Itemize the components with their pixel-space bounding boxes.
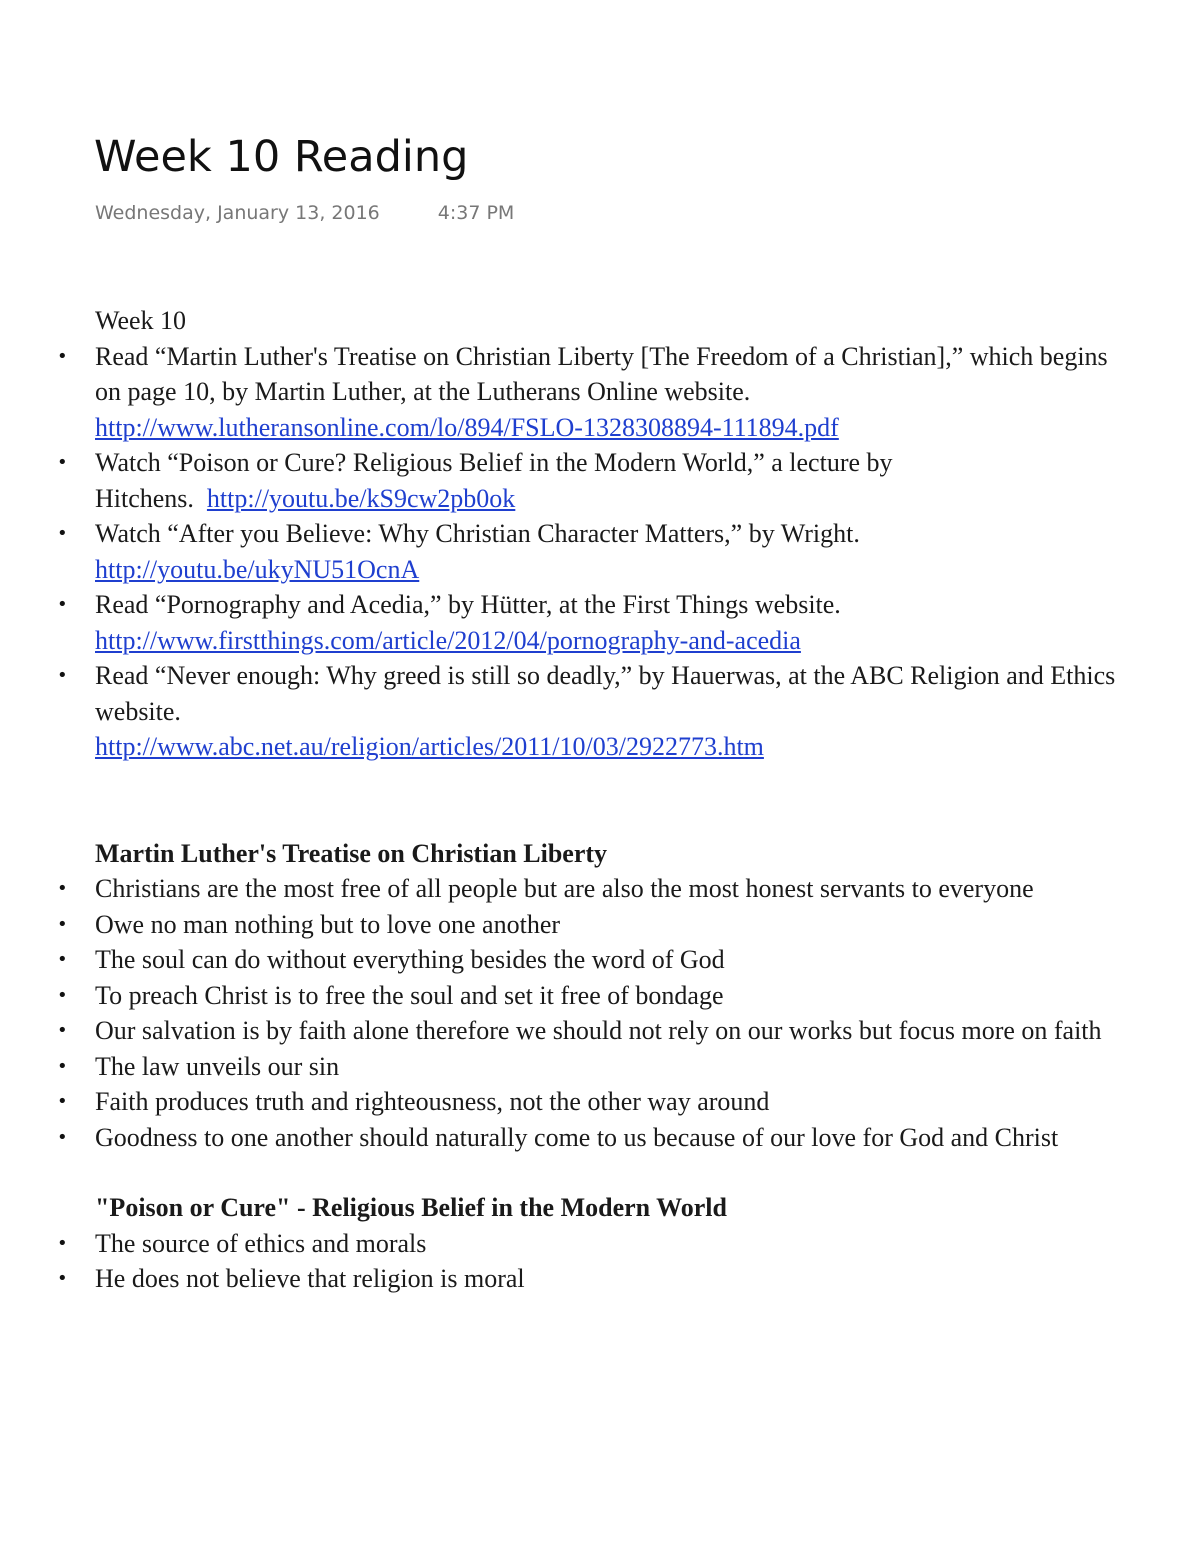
reading-link[interactable]: http://youtu.be/ukyNU51OcnA xyxy=(95,554,420,584)
reading-link[interactable]: http://www.lutheransonline.com/lo/894/FSLO-1328308894-111894.pdf xyxy=(95,412,839,442)
reading-item xyxy=(57,587,1135,658)
reading-item-text: Read “Pornography and Acedia,” by Hütter, at the First Things website. xyxy=(95,590,841,619)
bullet-icon: • xyxy=(57,594,68,615)
list-item xyxy=(57,1120,1135,1156)
list-item-text: The law unveils our sin xyxy=(95,1051,340,1081)
list-item xyxy=(57,1049,1135,1085)
reading-item-text: Read “Martin Luther's Treatise on Christian Liberty [The Freedom of a Christian],” which begins on page 10, by Martin Luther, at the Lutherans Online website. xyxy=(95,341,1108,406)
page-title: Week 10 Reading xyxy=(94,132,469,182)
note-body xyxy=(57,303,1135,1297)
note-timestamp xyxy=(95,202,514,224)
reading-link[interactable]: http://www.abc.net.au/religion/articles/2011/10/03/2922773.htm xyxy=(95,732,764,761)
spacer xyxy=(95,765,1135,836)
list-item xyxy=(57,1226,1135,1262)
reading-link[interactable]: http://youtu.be/kS9cw2pb0ok xyxy=(206,483,516,513)
reading-item-text: Read “Never enough: Why greed is still so deadly,” by Hauerwas, at the ABC Religion and Ethics website. xyxy=(95,661,1116,726)
poison-notes-list xyxy=(57,1226,1135,1297)
reading-item xyxy=(57,516,1135,587)
list-item xyxy=(57,1261,1135,1297)
list-item xyxy=(57,1084,1135,1120)
list-item-text: Our salvation is by faith alone therefore we should not rely on our works but focus more on faith xyxy=(95,1016,1102,1045)
bullet-icon: • xyxy=(57,913,68,935)
spacer xyxy=(95,1155,1135,1190)
reading-item xyxy=(57,658,1135,765)
list-item-text: Owe no man nothing but to love one another xyxy=(95,909,561,939)
reading-item xyxy=(57,339,1135,446)
list-item-text: Christians are the most free of all people but are also the most honest servants to everyone xyxy=(95,874,1034,903)
list-item xyxy=(57,978,1135,1014)
bullet-icon: • xyxy=(57,1055,68,1077)
bullet-icon: • xyxy=(57,878,68,899)
bullet-icon: • xyxy=(57,452,68,473)
section-heading-luther: Martin Luther's Treatise on Christian Liberty xyxy=(95,838,608,868)
luther-notes-list xyxy=(57,871,1135,1155)
note-time: 4:37 PM xyxy=(437,202,515,224)
list-item-text: He does not believe that religion is moral xyxy=(95,1264,525,1293)
bullet-icon: • xyxy=(57,1091,68,1112)
reading-item-text: Watch “After you Believe: Why Christian Character Matters,” by Wright. xyxy=(95,519,860,548)
bullet-icon: • xyxy=(57,1020,68,1041)
bullet-icon: • xyxy=(57,984,68,1006)
bullet-icon: • xyxy=(57,1232,68,1254)
list-item-text: To preach Christ is to free the soul and set it free of bondage xyxy=(95,980,724,1010)
section-heading-poison: "Poison or Cure" - Religious Belief in the Modern World xyxy=(95,1193,727,1222)
list-item-text: The soul can do without everything besides the word of God xyxy=(95,945,725,974)
list-item xyxy=(57,942,1135,978)
bullet-icon: • xyxy=(57,1268,68,1289)
list-item-text: Goodness to one another should naturally come to us because of our love for God and Christ xyxy=(95,1122,1059,1152)
reading-item xyxy=(57,445,1135,516)
reading-link[interactable]: http://www.firstthings.com/article/2012/04/pornography-and-acedia xyxy=(95,625,801,655)
list-item xyxy=(57,1013,1135,1049)
list-item xyxy=(57,871,1135,907)
bullet-icon: • xyxy=(57,949,68,970)
list-item xyxy=(57,907,1135,943)
bullet-icon: • xyxy=(57,665,68,686)
list-item-text: The source of ethics and morals xyxy=(95,1228,427,1258)
bullet-icon: • xyxy=(57,345,68,367)
reading-list xyxy=(57,339,1135,765)
week-label: Week 10 xyxy=(95,306,187,335)
reading-item-text: Watch “Poison or Cure? Religious Belief in the Modern World,” a lecture by Hitchens. xyxy=(95,448,893,513)
list-item-text: Faith produces truth and righteousness, not the other way around xyxy=(95,1087,770,1116)
bullet-icon: • xyxy=(57,1126,68,1148)
note-date: Wednesday, January 13, 2016 xyxy=(95,202,380,224)
bullet-icon: • xyxy=(57,523,68,544)
